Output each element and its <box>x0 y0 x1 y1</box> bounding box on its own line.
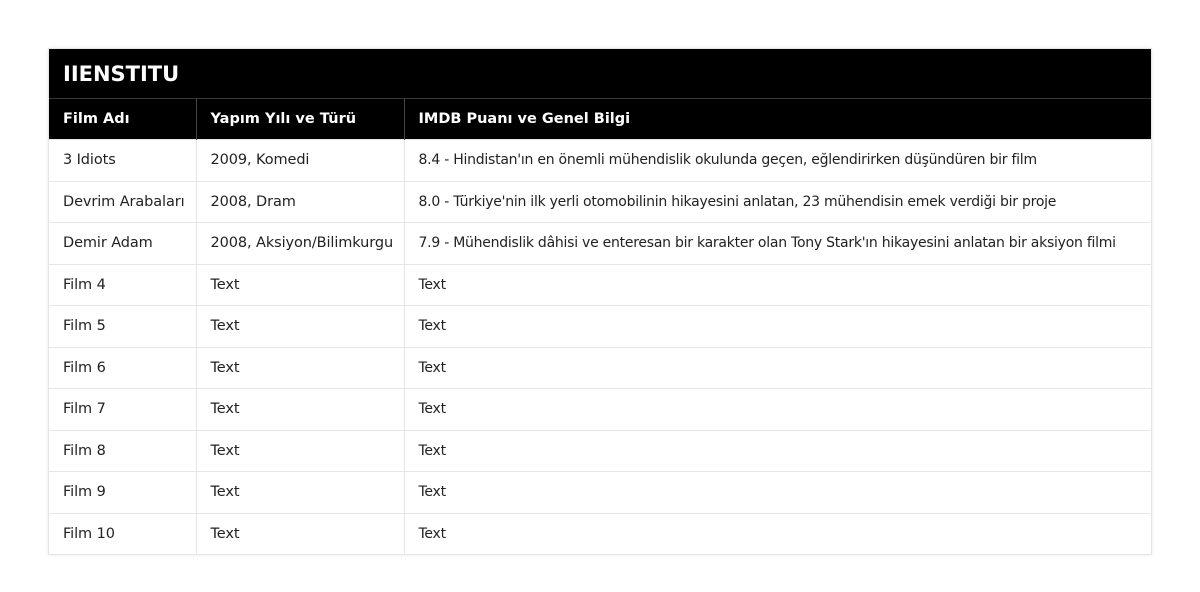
cell-year-genre: Text <box>196 513 404 554</box>
cell-imdb-info: Text <box>404 306 1151 348</box>
cell-imdb-info: Text <box>404 430 1151 472</box>
cell-film-name: Film 8 <box>49 430 196 472</box>
cell-year-genre: 2009, Komedi <box>196 140 404 182</box>
cell-imdb-info: Text <box>404 389 1151 431</box>
cell-imdb-info: 7.9 - Mühendislik dâhisi ve enteresan bir karakter olan Tony Stark'ın hikayesini anlatan bir aksiyon filmi <box>404 223 1151 265</box>
cell-film-name: Film 7 <box>49 389 196 431</box>
cell-film-name: Film 5 <box>49 306 196 348</box>
table-row <box>49 430 1151 472</box>
table-row <box>49 472 1151 514</box>
table-row <box>49 513 1151 554</box>
cell-year-genre: Text <box>196 347 404 389</box>
cell-imdb-info: 8.4 - Hindistan'ın en önemli mühendislik okulunda geçen, eğlendirirken düşündüren bir film <box>404 140 1151 182</box>
table-row <box>49 223 1151 265</box>
cell-year-genre: 2008, Aksiyon/Bilimkurgu <box>196 223 404 265</box>
cell-imdb-info: 8.0 - Türkiye'nin ilk yerli otomobilinin hikayesini anlatan, 23 mühendisin emek verdiği bir proje <box>404 181 1151 223</box>
cell-year-genre: Text <box>196 389 404 431</box>
table-row <box>49 347 1151 389</box>
cell-film-name: Film 6 <box>49 347 196 389</box>
table-row <box>49 140 1151 182</box>
cell-film-name: Devrim Arabaları <box>49 181 196 223</box>
cell-film-name: Demir Adam <box>49 223 196 265</box>
table-row <box>49 306 1151 348</box>
cell-year-genre: Text <box>196 264 404 306</box>
column-header-year-genre: Yapım Yılı ve Türü <box>196 99 404 140</box>
cell-film-name: Film 4 <box>49 264 196 306</box>
cell-imdb-info: Text <box>404 513 1151 554</box>
table-row <box>49 264 1151 306</box>
brand-title: IIENSTITU <box>49 49 1151 99</box>
table-row <box>49 181 1151 223</box>
cell-imdb-info: Text <box>404 472 1151 514</box>
cell-year-genre: Text <box>196 472 404 514</box>
cell-year-genre: Text <box>196 430 404 472</box>
column-header-film-name: Film Adı <box>49 99 196 140</box>
cell-imdb-info: Text <box>404 347 1151 389</box>
film-table-card <box>48 48 1152 555</box>
film-table <box>49 99 1151 554</box>
cell-year-genre: 2008, Dram <box>196 181 404 223</box>
cell-film-name: Film 9 <box>49 472 196 514</box>
cell-film-name: Film 10 <box>49 513 196 554</box>
cell-year-genre: Text <box>196 306 404 348</box>
table-row <box>49 389 1151 431</box>
cell-imdb-info: Text <box>404 264 1151 306</box>
column-header-imdb-info: IMDB Puanı ve Genel Bilgi <box>404 99 1151 140</box>
cell-film-name: 3 Idiots <box>49 140 196 182</box>
table-header-row <box>49 99 1151 140</box>
